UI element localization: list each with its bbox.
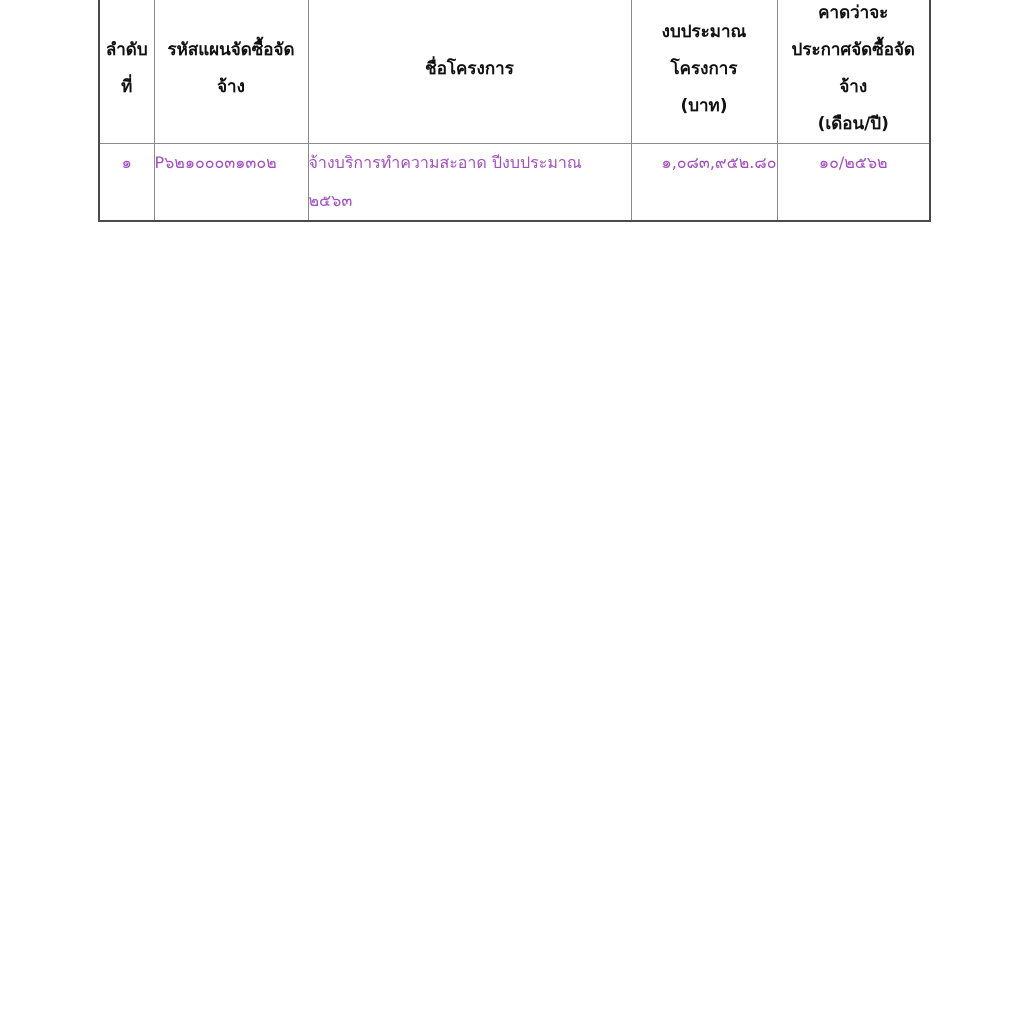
cell-plan-code: P๖๒๑๐๐๐๓๑๓๐๒ xyxy=(154,144,308,222)
header-expected-date-line-1: คาดว่าจะ xyxy=(818,3,889,23)
header-project-budget-line-1: งบประมาณ xyxy=(661,21,747,42)
header-project-budget xyxy=(631,0,777,144)
header-expected-date-line-4: (เดือน/ปี) xyxy=(817,114,889,134)
header-expected-date-line-2: ประกาศจัดซื้อจัด xyxy=(791,40,915,60)
cell-project-budget: ๑,๐๘๓,๙๕๒.๘๐ xyxy=(631,144,777,222)
header-sequence-no-line-2: ที่ xyxy=(121,77,133,97)
table-row xyxy=(99,144,930,222)
header-expected-announce-date xyxy=(777,0,930,144)
header-project-name xyxy=(308,0,631,144)
procurement-plan-table xyxy=(98,0,931,222)
header-project-budget-line-3: (บาท) xyxy=(680,95,728,116)
header-project-budget-line-2: โครงการ xyxy=(670,58,738,79)
header-sequence-no xyxy=(99,0,154,144)
header-sequence-no-line-1: ลำดับ xyxy=(105,40,148,60)
header-plan-code xyxy=(154,0,308,144)
header-plan-code-line-1: รหัสแผนจัดซื้อจัด xyxy=(167,40,295,60)
cell-project-name: จ้างบริการทำความสะอาด ปีงบประมาณ ๒๕๖๓ xyxy=(308,144,631,222)
header-project-name-line-1: ชื่อโครงการ xyxy=(425,58,514,79)
header-expected-date-line-3: จ้าง xyxy=(839,77,868,97)
cell-sequence-no: ๑ xyxy=(99,144,154,222)
table-header-row xyxy=(99,0,930,144)
header-plan-code-line-2: จ้าง xyxy=(217,77,245,97)
cell-expected-date: ๑๐/๒๕๖๒ xyxy=(777,144,930,222)
